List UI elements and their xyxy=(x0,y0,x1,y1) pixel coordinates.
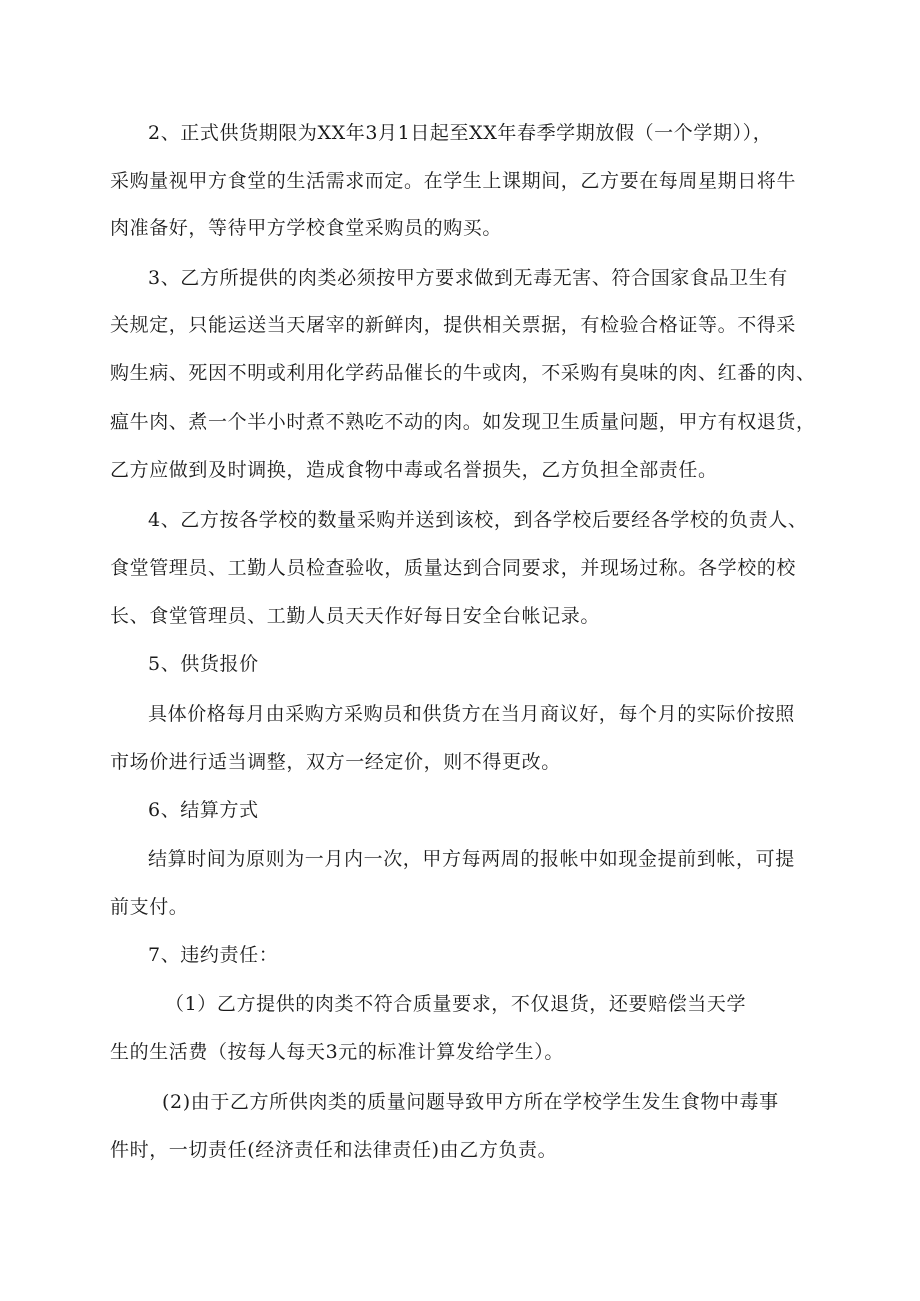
clause-3-line-3: 购生病、死因不明或利用化学药品催长的牛或肉，不采购有臭味的肉、红番的肉、 xyxy=(110,362,816,384)
clause-5-line-1: 具体价格每月由采购方采购员和供货方在当月商议好，每个月的实际价按照 xyxy=(148,703,795,725)
clause-3-line-1: 3、乙方所提供的肉类必须按甲方要求做到无毒无害、符合国家食品卫生有 xyxy=(148,267,788,289)
clause-6-line-1: 结算时间为原则为一月内一次，甲方每两周的报帐中如现金提前到帐，可提 xyxy=(148,848,795,870)
clause-6-heading: 6、结算方式 xyxy=(148,799,259,821)
clause-4-line-1: 4、乙方按各学校的数量采购并送到该校，到各学校后要经各学校的负责人、 xyxy=(148,509,808,531)
clause-6-line-2: 前支付。 xyxy=(110,896,189,918)
clause-7-item-1-line-2: 生的生活费（按每人每天3元的标准计算发给学生）。 xyxy=(110,1041,564,1063)
clause-5-line-2: 市场价进行适当调整，双方一经定价，则不得更改。 xyxy=(110,751,561,773)
clause-4-line-2: 食堂管理员、工勤人员检查验收，质量达到合同要求，并现场过称。各学校的校 xyxy=(110,557,797,579)
clause-2-line-3: 肉准备好，等待甲方学校食堂采购员的购买。 xyxy=(110,217,503,239)
clause-3-line-4: 瘟牛肉、煮一个半小时煮不熟吃不动的肉。如发现卫生质量问题，甲方有权退货， xyxy=(110,411,816,433)
clause-7-item-2-line-2: 件时，一切责任(经济责任和法律责任)由乙方负责。 xyxy=(110,1139,558,1161)
clause-3-line-2: 关规定，只能运送当天屠宰的新鲜肉，提供相关票据，有检验合格证等。不得采 xyxy=(110,314,797,336)
clause-7-item-1-line-1: （1）乙方提供的肉类不符合质量要求，不仅退货，还要赔偿当天学 xyxy=(165,993,747,1015)
clause-4-line-3: 长、食堂管理员、工勤人员天天作好每日安全台帐记录。 xyxy=(110,605,601,627)
clause-5-heading: 5、供货报价 xyxy=(148,653,259,675)
clause-2-line-1: 2、正式供货期限为XX年3月1日起至XX年春季学期放假（一个学期））， xyxy=(148,122,773,144)
clause-2-line-2: 采购量视甲方食堂的生活需求而定。在学生上课期间，乙方要在每周星期日将牛 xyxy=(110,170,797,192)
clause-3-line-5: 乙方应做到及时调换，造成食物中毒或名誉损失，乙方负担全部责任。 xyxy=(110,459,718,481)
clause-7-item-2-line-1: (2)由于乙方所供肉类的质量问题导致甲方所在学校学生发生食物中毒事 xyxy=(162,1091,779,1113)
clause-7-heading: 7、违约责任： xyxy=(148,944,279,966)
